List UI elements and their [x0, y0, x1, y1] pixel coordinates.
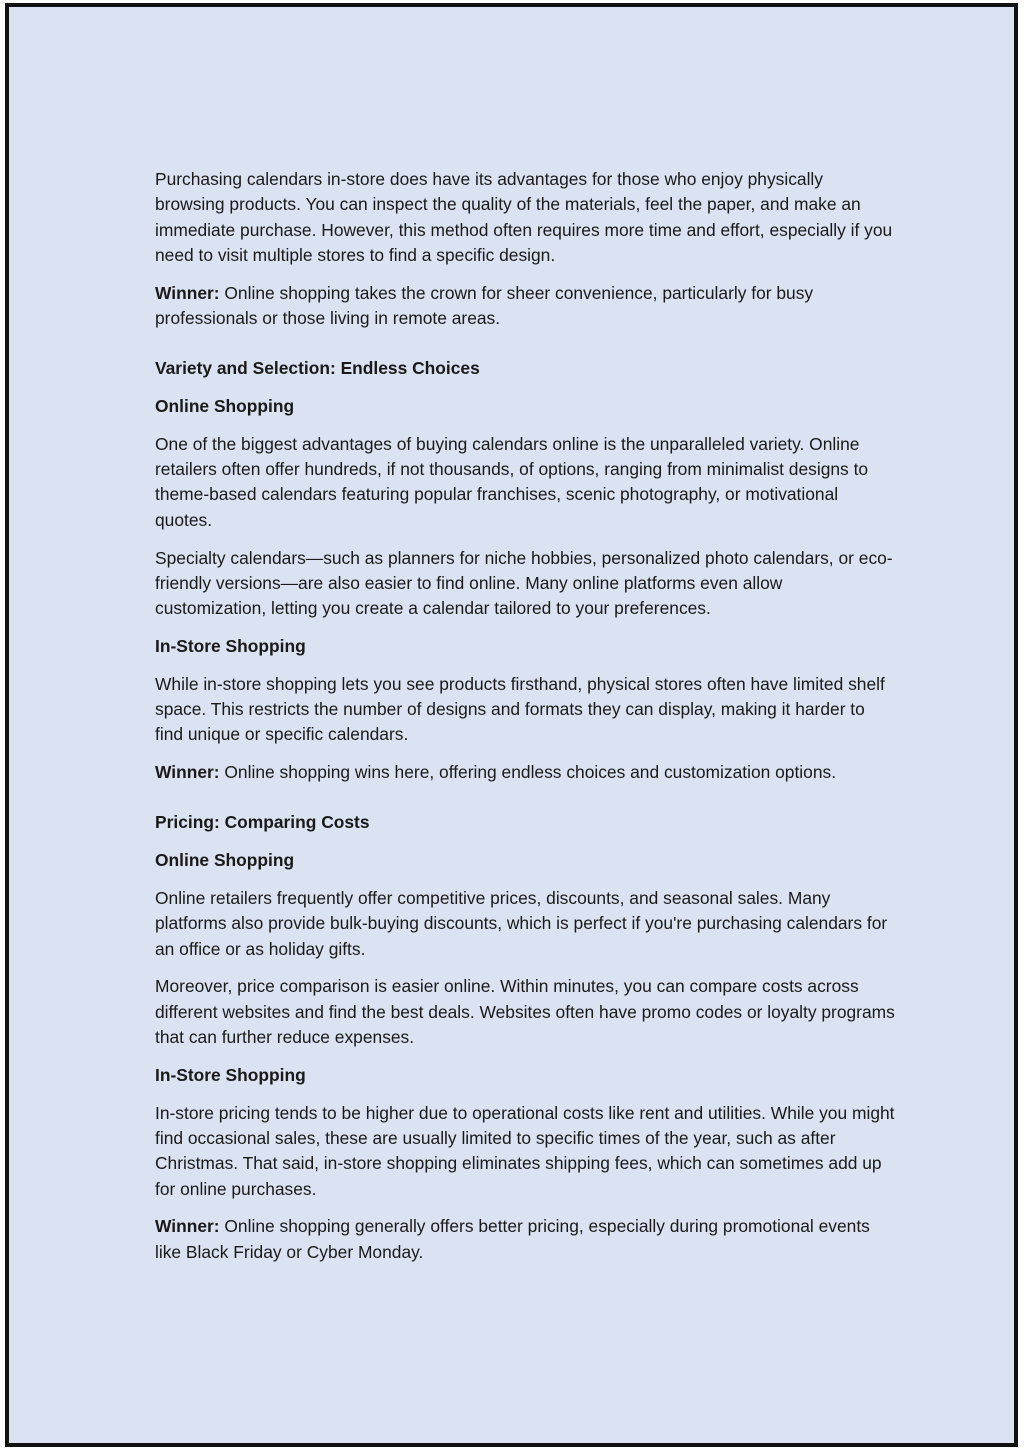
section-heading-pricing: Pricing: Comparing Costs — [155, 812, 370, 833]
variety-online-paragraph-2: Specialty calendars—such as planners for niche hobbies, personalized photo calendars, or eco-friendly versions—are also easier to find online. Many online platforms even allow customization, letting you create a calendar tailored to your preferences. — [155, 547, 893, 619]
winner-label: Winner: — [155, 282, 220, 303]
subheading-online-shopping: Online Shopping — [155, 396, 295, 417]
pricing-instore-paragraph: In-store pricing tends to be higher due to operational costs like rent and utilities. While you might find occasional sales, these are usually limited to specific times of the year, such as after Christmas. That said, in-store shopping eliminates shipping fees, which can sometimes add up for online purchases. — [155, 1102, 895, 1199]
subheading-online-shopping: Online Shopping — [155, 850, 295, 871]
variety-instore-paragraph: While in-store shopping lets you see products firsthand, physical stores often have limited shelf space. This restricts the number of designs and formats they can display, making it harder to find unique or specific calendars. — [155, 673, 885, 745]
variety-winner-paragraph — [155, 760, 895, 785]
winner-text: Online shopping wins here, offering endless choices and customization options. — [219, 762, 837, 783]
subheading-in-store-shopping: In-Store Shopping — [155, 635, 306, 656]
subheading-in-store-shopping: In-Store Shopping — [155, 1064, 306, 1085]
variety-online-paragraph-1: One of the biggest advantages of buying calendars online is the unparalleled variety. Online retailers often offer hundreds, if not thousands, of options, ranging from minimalist designs to theme-based calendars featuring popular franchises, scenic photography, or motivational quotes. — [155, 433, 869, 530]
winner-label: Winner: — [155, 762, 220, 783]
intro-winner-paragraph — [155, 281, 895, 332]
document-page — [5, 3, 1018, 1447]
intro-paragraph: Purchasing calendars in-store does have its advantages for those who enjoy physically browsing products. You can inspect the quality of the materials, feel the paper, and make an immediate purchase. However, this method often requires more time and effort, especially if you need to visit multiple stores to find a specific design. — [155, 169, 893, 265]
winner-text: Online shopping takes the crown for sheer convenience, particularly for busy professionals or those living in remote areas. — [155, 282, 814, 328]
section-heading-variety: Variety and Selection: Endless Choices — [155, 358, 480, 379]
pricing-online-paragraph-2: Moreover, price comparison is easier online. Within minutes, you can compare costs across different websites and find the best deals. Websites often have promo codes or loyalty programs that can further reduce expenses. — [155, 976, 895, 1048]
pricing-winner-paragraph — [155, 1214, 895, 1265]
pricing-online-paragraph-1: Online retailers frequently offer competitive prices, discounts, and seasonal sales. Many platforms also provide bulk-buying discounts, which is perfect if you're purchasing calendars for an office or as holiday gifts. — [155, 888, 888, 959]
winner-label: Winner: — [155, 1216, 220, 1237]
document-body — [155, 167, 895, 1277]
winner-text: Online shopping generally offers better pricing, especially during promotional events like Black Friday or Cyber Monday. — [155, 1216, 870, 1262]
